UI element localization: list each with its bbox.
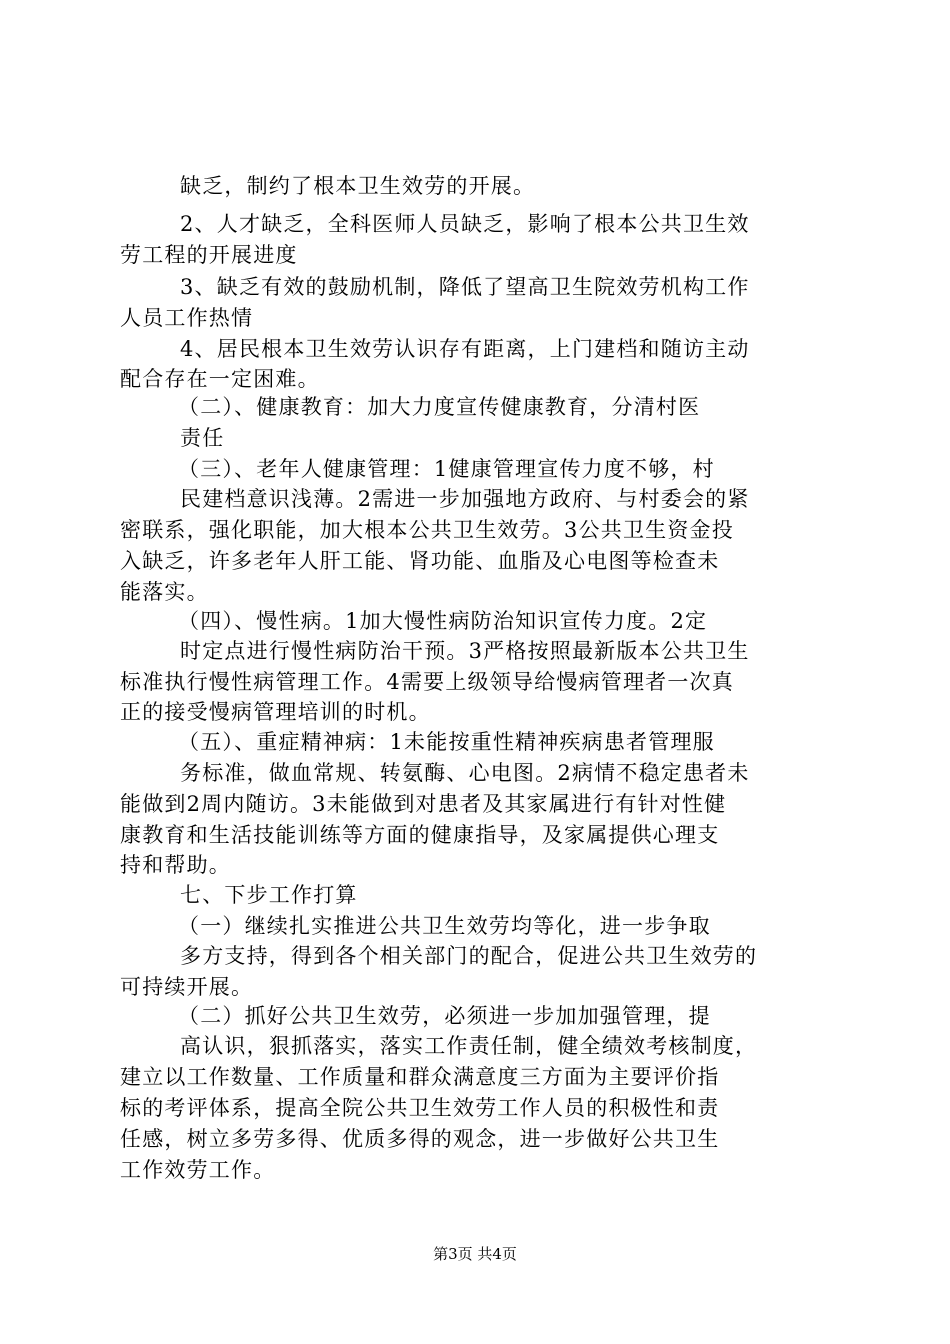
text-line-26: 多方支持，得到各个相关部门的配合，促进公共卫生效劳的 (180, 944, 758, 968)
text-line-12: 密联系，强化职能，加大根本公共卫生效劳。3公共卫生资金投 (120, 518, 734, 542)
page-footer: 第3页 共4页 (433, 1245, 517, 1263)
text-line-21: 能做到2周内随访。3未能做到对患者及其家属进行有针对性健 (120, 792, 727, 816)
text-line-4: 3、缺乏有效的鼓励机制，降低了望高卫生院效劳机构工作 (180, 275, 750, 299)
text-line-28: （二）抓好公共卫生效劳，必须进一步加加强管理，提 (178, 1004, 711, 1028)
text-line-25: （一）继续扎实推进公共卫生效劳均等化，进一步争取 (178, 914, 711, 938)
text-line-2: 2、人才缺乏，全科医师人员缺乏，影响了根本公共卫生效 (180, 212, 750, 236)
section-heading: 七、下步工作打算 (180, 883, 358, 907)
text-line-20: 务标准，做血常规、转氨酶、心电图。2病情不稳定患者未 (180, 761, 750, 785)
text-line-1: 缺乏，制约了根本卫生效劳的开展。 (180, 174, 536, 198)
text-line-22: 康教育和生活技能训练等方面的健康指导，及家属提供心理支 (120, 823, 720, 847)
text-line-9: 责任 (180, 426, 225, 450)
text-line-8: （二）、健康教育：加大力度宣传健康教育，分清村医 (178, 395, 701, 419)
text-line-3: 劳工程的开展进度 (120, 243, 298, 267)
text-line-19: （五）、重症精神病：1未能按重性精神疾病患者管理服 (178, 730, 715, 754)
text-line-30: 建立以工作数量、工作质量和群众满意度三方面为主要评价指 (120, 1065, 720, 1089)
text-line-18: 正的接受慢病管理培训的时机。 (120, 700, 431, 724)
text-line-11: 民建档意识浅薄。2需进一步加强地方政府、与村委会的紧 (180, 487, 750, 511)
text-line-5: 人员工作热情 (120, 306, 254, 330)
text-line-14: 能落实。 (120, 580, 209, 604)
text-line-7: 配合存在一定困难。 (120, 367, 320, 391)
text-line-23: 持和帮助。 (120, 853, 231, 877)
text-line-27: 可持续开展。 (120, 975, 254, 999)
text-line-29: 高认识，狠抓落实，落实工作责任制，健全绩效考核制度， (180, 1034, 758, 1058)
text-line-17: 标准执行慢性病管理工作。4需要上级领导给慢病管理者一次真 (120, 670, 734, 694)
text-line-33: 工作效劳工作。 (120, 1158, 276, 1182)
text-line-6: 4、居民根本卫生效劳认识存有距离，上门建档和随访主动 (180, 337, 750, 361)
text-line-10: （三）、老年人健康管理：1健康管理宣传力度不够，村 (178, 457, 715, 481)
text-line-31: 标的考评体系，提高全院公共卫生效劳工作人员的积极性和责 (120, 1096, 720, 1120)
text-line-13: 入缺乏，许多老年人肝工能、肾功能、血脂及心电图等检查未 (120, 549, 720, 573)
text-line-15: （四）、慢性病。1加大慢性病防治知识宣传力度。2定 (178, 609, 708, 633)
text-line-32: 任感，树立多劳多得、优质多得的观念，进一步做好公共卫生 (120, 1127, 720, 1151)
text-line-16: 时定点进行慢性病防治干预。3严格按照最新版本公共卫生 (180, 639, 750, 663)
